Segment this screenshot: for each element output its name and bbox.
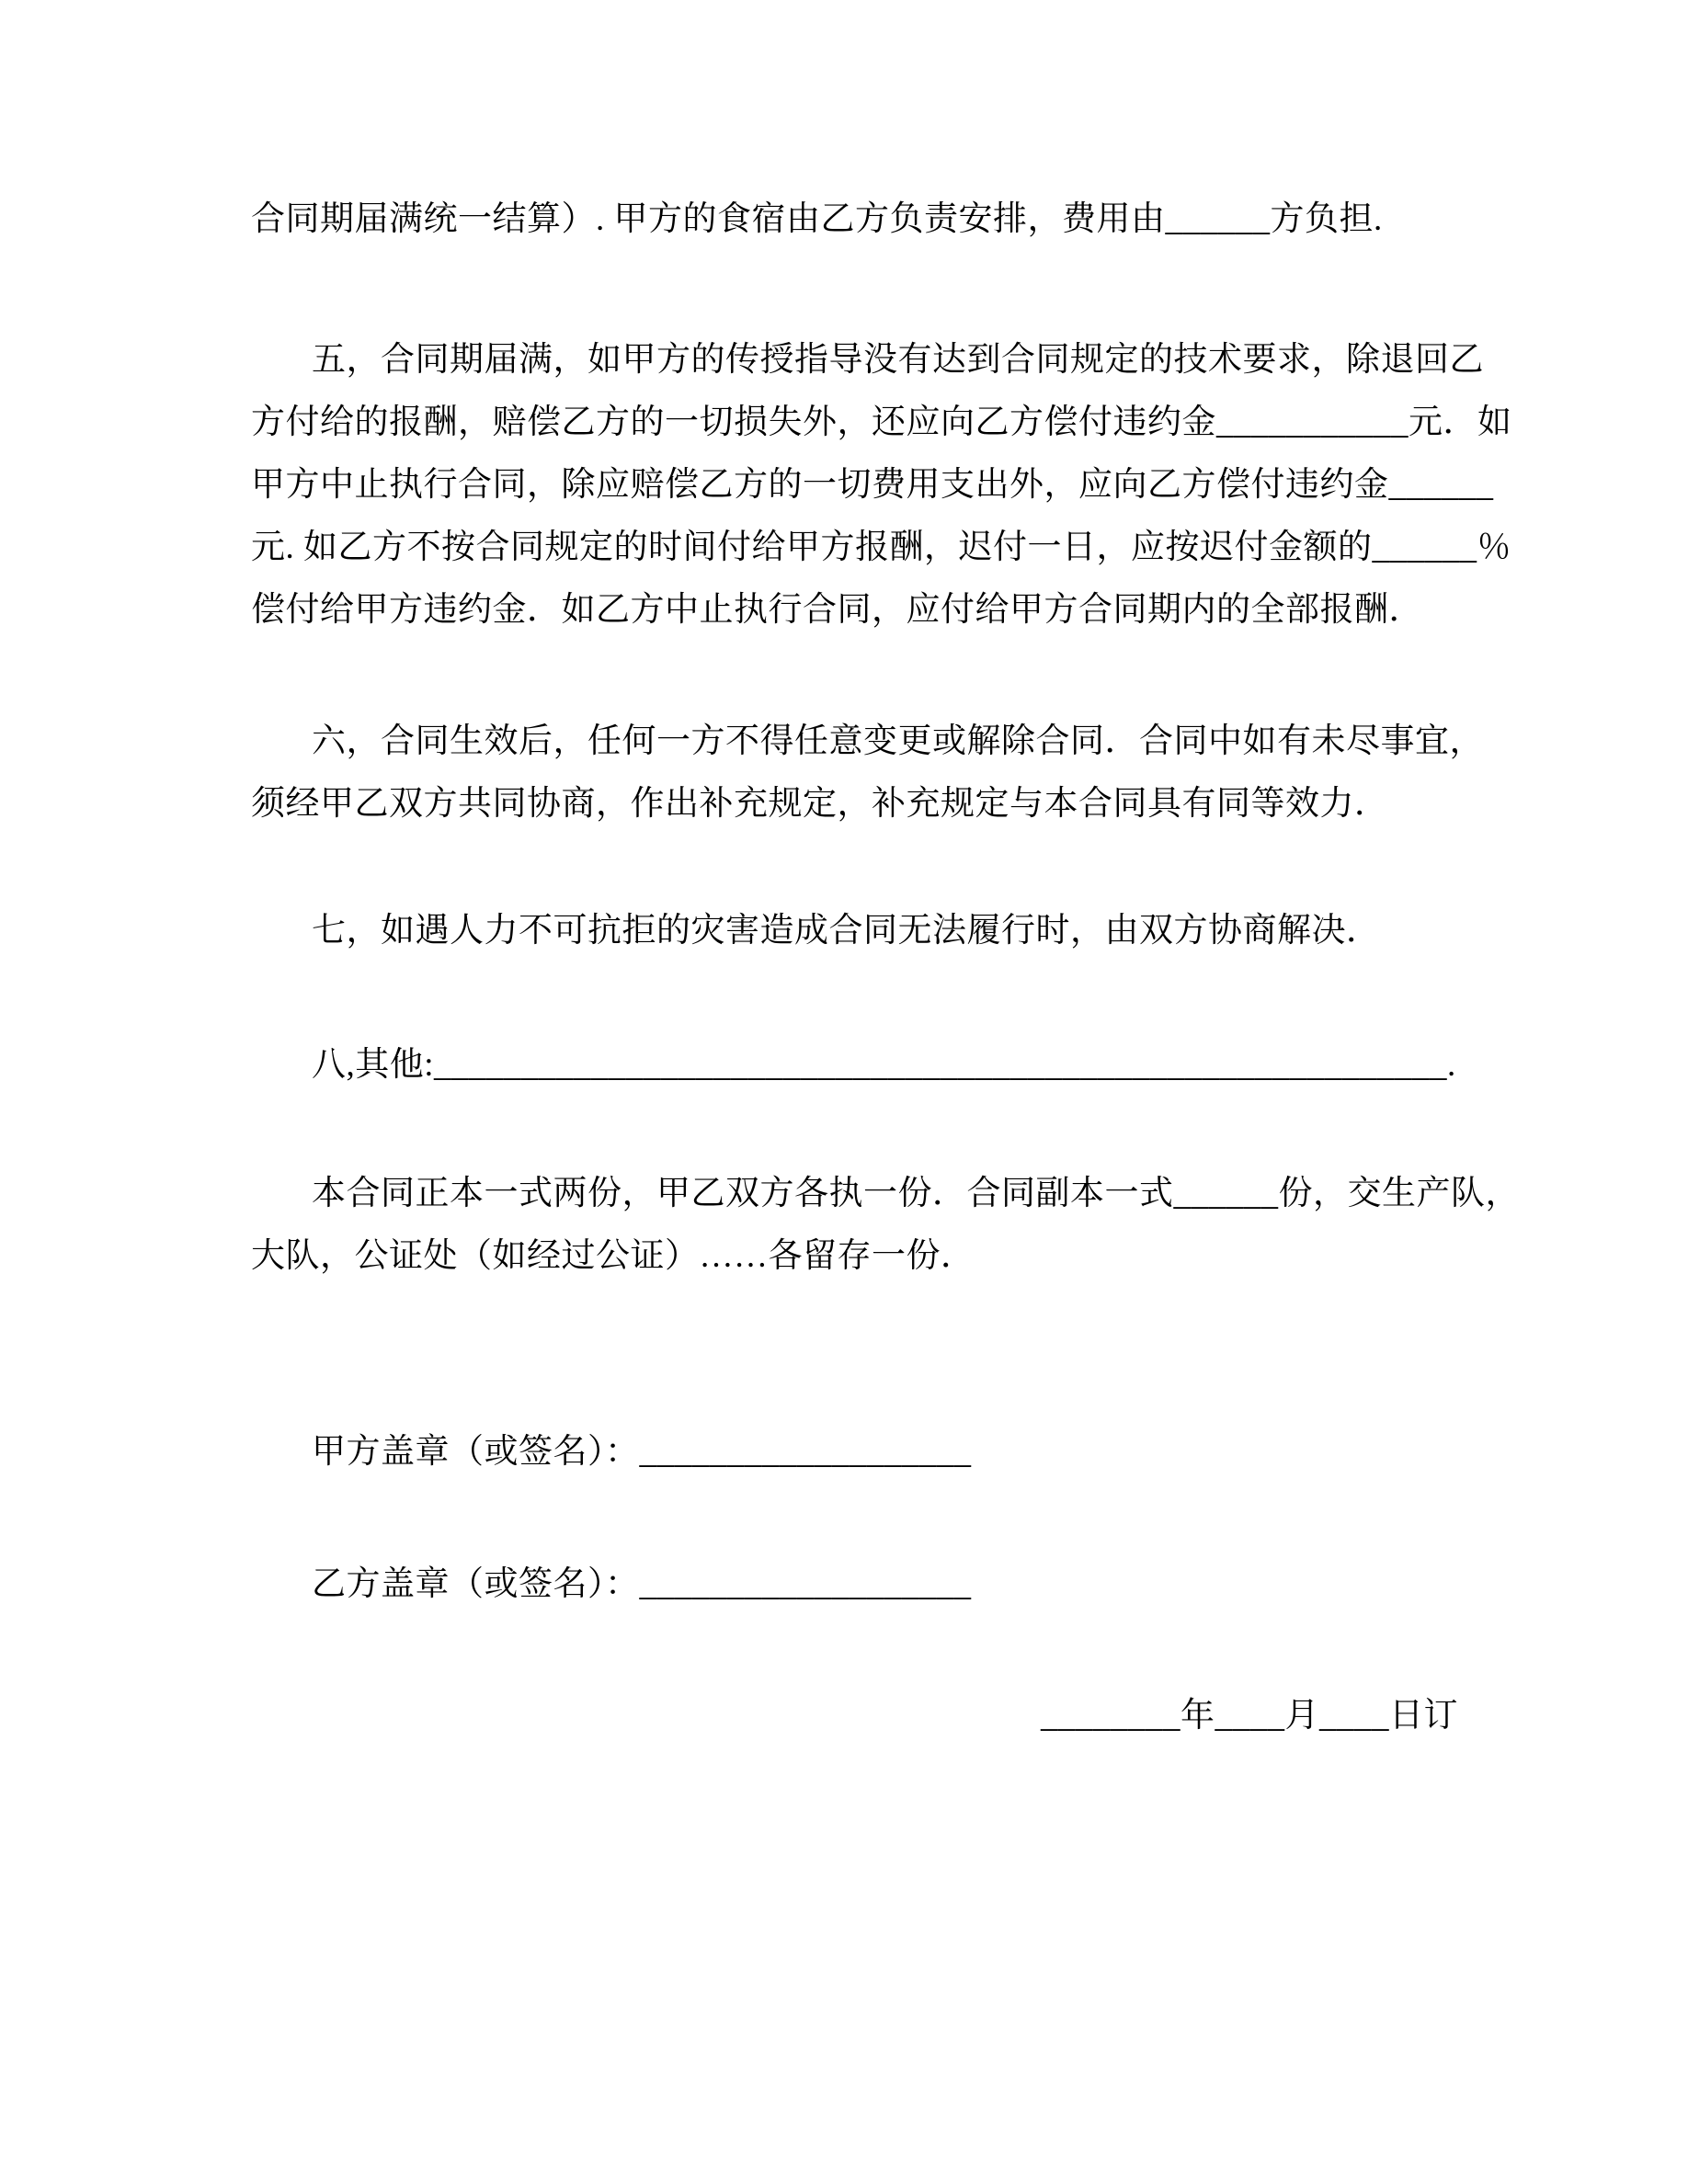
text-line: 八,其他:__________________________________________________________. — [312, 1046, 1456, 1084]
text-line: 方付给的报酬，赔偿乙方的一切损失外，还应向乙方偿付违约金___________元．如 — [251, 404, 1512, 441]
party-b-signature-line — [251, 1553, 1458, 1616]
text-line: 六，合同生效后，任何一方不得任意变更或解除合同．合同中如有未尽事宜， — [312, 722, 1484, 760]
text-line: 本合同正本一式两份，甲乙双方各执一份．合同副本一式______份，交生产队， — [312, 1175, 1520, 1212]
text-line: 偿付给甲方违约金．如乙方中止执行合同，应付给甲方合同期内的全部报酬． — [251, 591, 1423, 629]
text-line: 七，如遇人力不可抗拒的灾害造成合同无法履行时，由双方协商解决． — [312, 912, 1381, 950]
text-line: 乙方盖章（或签名）：___________________ — [312, 1565, 972, 1603]
clause-5 — [251, 329, 1512, 642]
text-line: ________年____月____日订 — [1041, 1697, 1458, 1735]
clause-6 — [251, 711, 1484, 836]
text-line: 须经甲乙双方共同协商，作出补充规定，补充规定与本合同具有同等效力． — [251, 785, 1389, 823]
text-line: 元. 如乙方不按合同规定的时间付给甲方报酬，迟付一日，应按迟付金额的______％ — [251, 529, 1511, 566]
text-line: 合同期届满统一结算）. 甲方的食宿由乙方负责安排，费用由______方负担. — [251, 200, 1383, 238]
party-a-signature-line — [251, 1421, 1458, 1484]
clause-4-continuation — [251, 188, 1458, 251]
text-line: 大队，公证处（如经过公证）……各留存一份． — [251, 1237, 975, 1275]
text-line: 五，合同期届满，如甲方的传授指导没有达到合同规定的技术要求，除退回乙 — [312, 341, 1484, 379]
clause-7 — [251, 900, 1458, 962]
text-line: 甲方盖章（或签名）：___________________ — [312, 1433, 972, 1471]
copies-clause — [251, 1163, 1520, 1288]
text-line: 甲方中止执行合同，除应赔偿乙方的一切费用支出外，应向乙方偿付违约金______ — [251, 466, 1494, 504]
date-line — [251, 1685, 1458, 1747]
clause-8 — [251, 1034, 1458, 1097]
